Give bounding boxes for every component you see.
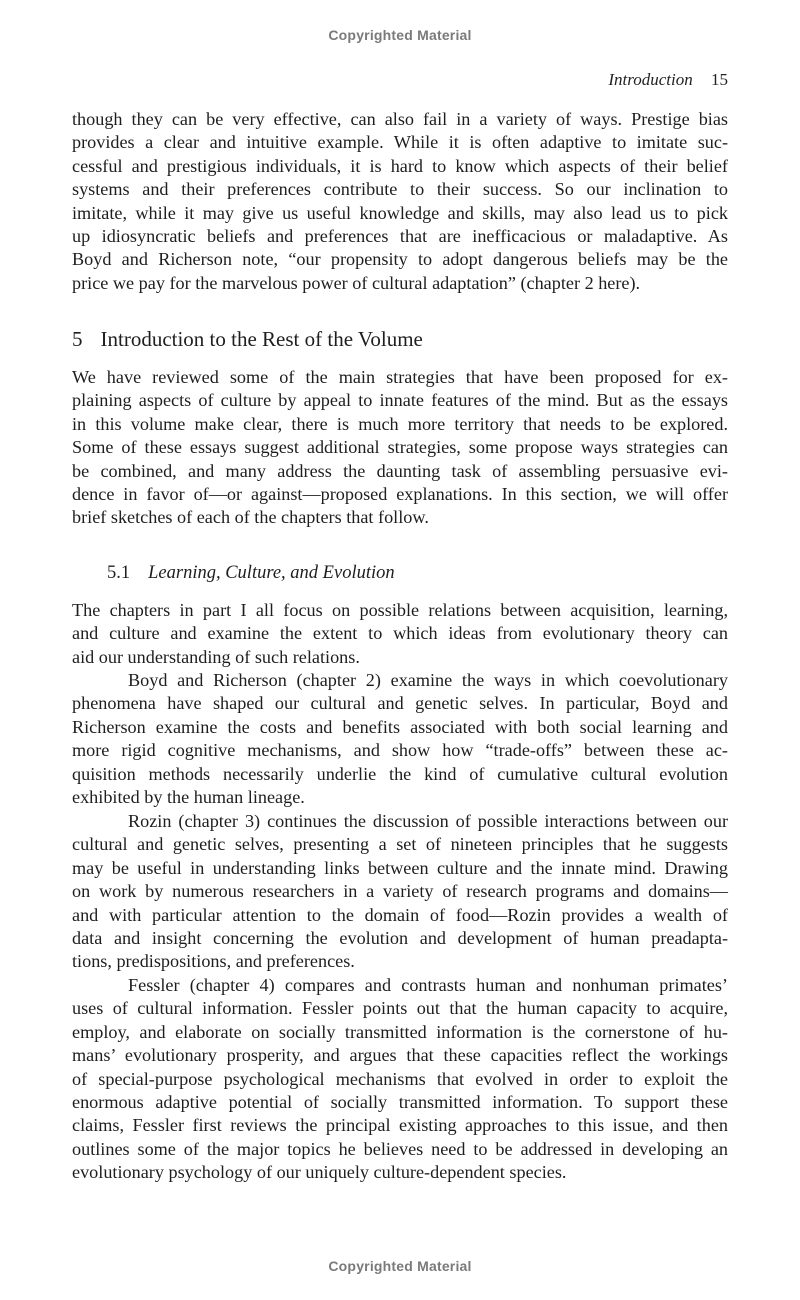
text-line: employ, and elaborate on socially transmitted information is the cornerstone of hu-	[72, 1021, 728, 1042]
text-line: price we pay for the marvelous power of cultural adaptation” (chapter 2 here).	[72, 272, 641, 293]
text-line: and culture and examine the extent to which ideas from evolutionary theory can	[72, 623, 728, 644]
paragraph-fessler	[72, 974, 728, 1185]
text-line: We have reviewed some of the main strategies that have been proposed for ex-	[72, 367, 728, 387]
text-line: more rigid cognitive mechanisms, and show how “trade-offs” between these ac-	[72, 740, 728, 761]
text-line: mans’ evolutionary prosperity, and argues that these capacities reflect the workings	[72, 1045, 728, 1066]
paragraph-part-one	[72, 599, 728, 669]
section-title: Introduction to the Rest of the Volume	[100, 327, 423, 351]
section-heading	[72, 327, 423, 352]
paragraph-section-intro	[72, 366, 728, 530]
text-line: dence in favor of—or against—proposed explanations. In this section, we will offer	[72, 483, 728, 504]
text-line: outlines some of the major topics he believes need to be addressed in developing an	[72, 1138, 728, 1159]
text-line: aid our understanding of such relations.	[72, 646, 360, 667]
text-line: imitate, while it may give us useful knowledge and skills, may also lead us to pick	[72, 202, 728, 223]
text-line: brief sketches of each of the chapters that follow.	[72, 507, 429, 528]
text-line: quisition methods necessarily underlie the kind of cumulative cultural evolution	[72, 763, 728, 784]
paragraph-boyd-richerson	[72, 669, 728, 809]
text-line: Some of these essays suggest additional strategies, some propose ways strategies can	[72, 437, 728, 458]
text-line: evolutionary psychology of our uniquely culture-dependent species.	[72, 1162, 567, 1183]
text-line: exhibited by the human lineage.	[72, 786, 305, 807]
running-head	[608, 70, 728, 90]
text-line: enormous adaptive potential of socially transmitted information. To support these	[72, 1091, 728, 1112]
text-line: be combined, and many address the daunting task of assembling persuasive evi-	[72, 460, 728, 481]
text-line: Rozin (chapter 3) continues the discussion of possible interactions between our	[128, 811, 728, 831]
text-line: Fessler (chapter 4) compares and contrasts human and nonhuman primates’	[128, 975, 728, 995]
text-line: of special-purpose psychological mechanisms that evolved in order to exploit the	[72, 1068, 728, 1089]
page-number: 15	[711, 70, 728, 89]
text-line: provides a clear and intuitive example. While it is often adaptive to imitate suc-	[72, 132, 728, 153]
paragraph-continued	[72, 108, 728, 295]
section-number: 5	[72, 327, 83, 351]
text-line: plaining aspects of culture by appeal to innate features of the mind. But as the essays	[72, 390, 728, 411]
subsection-number: 5.1	[107, 563, 131, 583]
text-line: on work by numerous researchers in a variety of research programs and domains—	[72, 881, 728, 902]
text-line: The chapters in part I all focus on possible relations between acquisition, learning,	[72, 600, 728, 620]
copyright-watermark-top: Copyrighted Material	[328, 27, 472, 43]
running-head-title: Introduction	[608, 70, 693, 89]
text-line: data and insight concerning the evolution and development of human preadapta-	[72, 927, 728, 948]
text-line: phenomena have shaped our cultural and genetic selves. In particular, Boyd and	[72, 693, 728, 714]
text-line: up idiosyncratic beliefs and preferences that are inefficacious or maladaptive. As	[72, 225, 728, 246]
text-line: uses of cultural information. Fessler points out that the human capacity to acquire,	[72, 998, 728, 1019]
text-line: in this volume make clear, there is much more territory that needs to be explored.	[72, 413, 728, 434]
text-line: though they can be very effective, can also fail in a variety of ways. Prestige bias	[72, 109, 728, 129]
text-line: may be useful in understanding links between culture and the innate mind. Drawing	[72, 857, 728, 878]
subsection-heading	[107, 563, 395, 584]
text-line: systems and their preferences contribute to their success. So our inclination to	[72, 179, 728, 200]
text-line: cultural and genetic selves, presenting a set of nineteen principles that he suggests	[72, 834, 728, 855]
text-line: Boyd and Richerson (chapter 2) examine the ways in which coevolutionary	[128, 670, 728, 690]
text-line: claims, Fessler first reviews the principal existing approaches to this issue, and then	[72, 1115, 728, 1136]
subsection-title: Learning, Culture, and Evolution	[148, 563, 395, 583]
text-line: Boyd and Richerson note, “our propensity to adopt dangerous beliefs may be the	[72, 249, 728, 270]
copyright-watermark-bottom: Copyrighted Material	[328, 1258, 472, 1274]
text-line: and with particular attention to the domain of food—Rozin provides a wealth of	[72, 904, 728, 925]
text-line: Richerson examine the costs and benefits associated with both social learning and	[72, 716, 728, 737]
text-line: tions, predispositions, and preferences.	[72, 951, 355, 972]
paragraph-rozin	[72, 810, 728, 974]
text-line: cessful and prestigious individuals, it is hard to know which aspects of their belief	[72, 155, 728, 176]
